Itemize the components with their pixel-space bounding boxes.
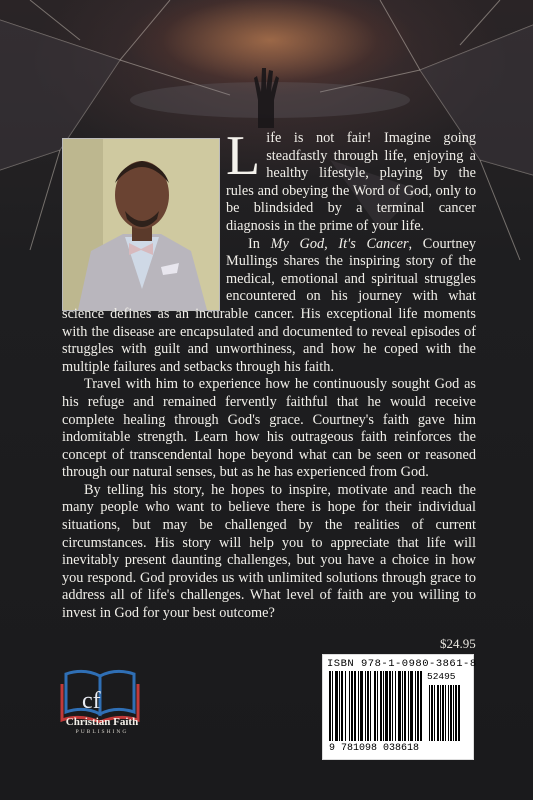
barcode-addon-number: 52495 xyxy=(427,671,456,682)
photo-wrap-spacer xyxy=(62,130,226,300)
paragraph-travel: Travel with him to experience how he continuously sought God as his refuge and remained fervently faithful that he would receive complete healing through God's grace. Courtney's faith gave him indomitable strength. Learn how his outrageous faith reinforces the concept of transcendental hope beyond what can be seen or reasoned through our natural senses, but as he has experienced from God. xyxy=(62,376,476,481)
barcode-digits: 9 781098 038618 xyxy=(329,743,420,754)
intro-text: ife is not fair! Imagine going steadfastly through life, enjoying a healthy lifestyle, playing by the rules and obeying the Word of God, only to be blindsided by a terminal cancer diagnosis in the prime of your life. xyxy=(226,130,476,234)
isbn-barcode xyxy=(322,654,477,760)
logo-letters: cf xyxy=(82,688,101,714)
drop-cap: L xyxy=(226,125,261,187)
paragraph-hope: By telling his story, he hopes to inspire, motivate and reach the many people who want to believe there is hope for their individual situations, but may be challenged by the realities of current circumstances. His story will help you to appreciate that life will inevitably present daunting challenges, but you have a choice in how you respond. God provides us with unlimited solutions through grace to address all of life's challenges. What level of faith are you willing to invest in God for your best outcome? xyxy=(62,481,476,622)
paragraph-summary: In My God, It's Cancer, Courtney Mullings shares the inspiring story of the medical, emotional and spiritual struggles encountered on his journey with what science defines as an incurable cancer. His exceptional life moments with the disease are encapsulated and documented to reveal episodes of struggles with guilt and unworthiness, and how he coped with the multiple failures and setbacks through his faith. xyxy=(62,235,476,375)
book-description xyxy=(62,125,476,623)
barcode-bars xyxy=(329,671,469,743)
isbn-label: ISBN 978-1-0980-3861-8 xyxy=(327,658,477,670)
publisher-name: Christian Faith xyxy=(65,716,139,728)
publisher-subtitle: PUBLISHING xyxy=(75,729,129,735)
book-title-italic: My God, It's Cancer xyxy=(270,235,409,252)
price-label: $24.95 xyxy=(440,636,476,651)
